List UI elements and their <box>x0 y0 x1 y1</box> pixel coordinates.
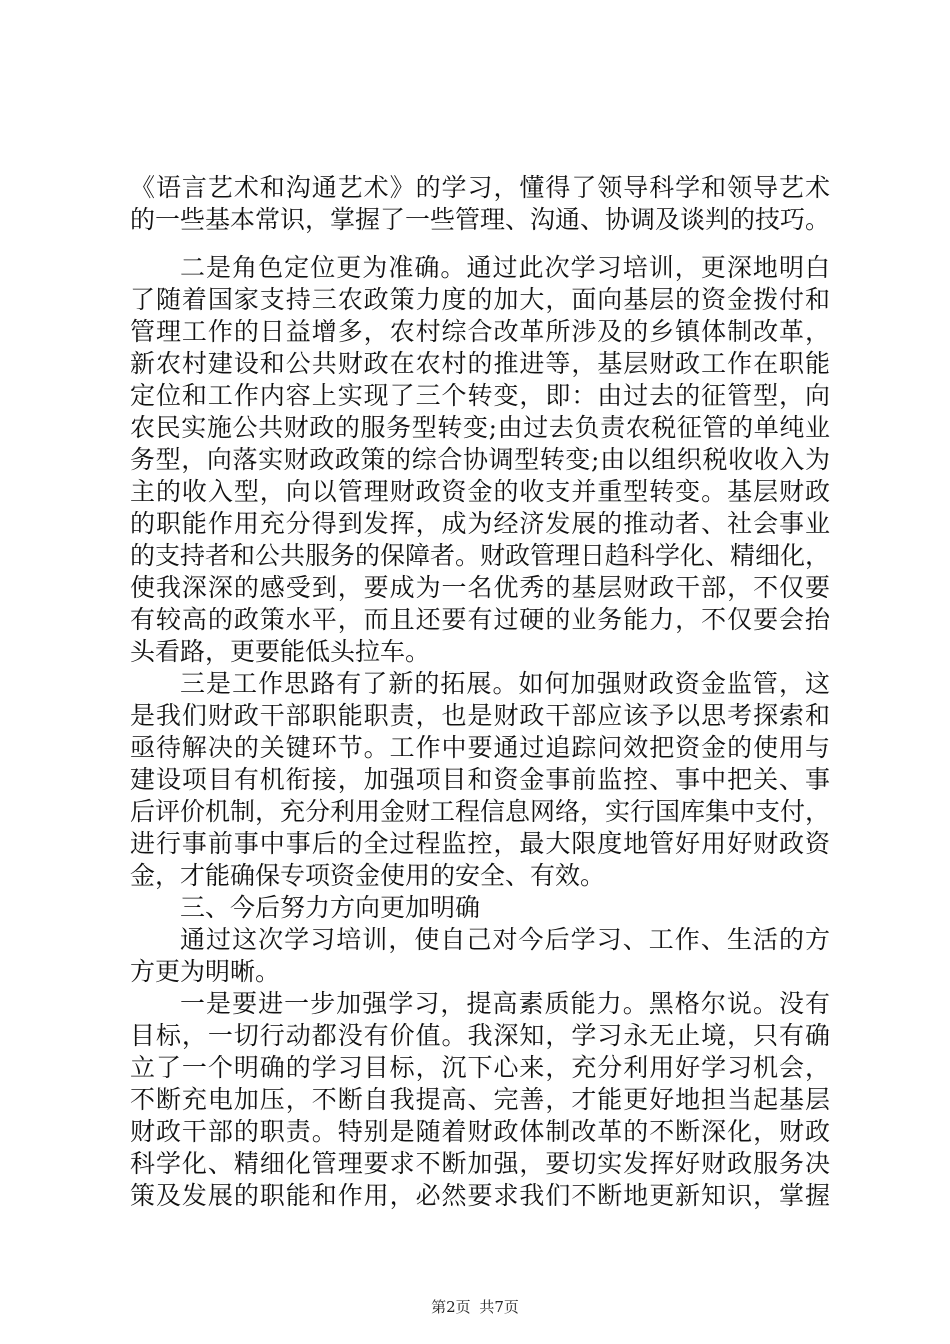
page-number: 第2页 <box>431 1298 471 1316</box>
page-total: 共7页 <box>479 1298 519 1316</box>
text-line: 主的收入型，向以管理财政资金的收支并重型转变。基层财政 <box>130 477 830 506</box>
text-line: 三是工作思路有了新的拓展。如何加强财政资金监管，这 <box>180 669 830 698</box>
text-line: 务型，向落实财政政策的综合协调型转变;由以组织税收收入为 <box>130 445 830 474</box>
text-line: 金，才能确保专项资金使用的安全、有效。 <box>130 861 606 890</box>
text-line: 不断充电加压，不断自我提高、完善，才能更好地担当起基层 <box>130 1085 830 1114</box>
text-line: 农民实施公共财政的服务型转变;由过去负责农税征管的单纯业 <box>130 413 830 442</box>
text-line: 后评价机制，充分利用金财工程信息网络，实行国库集中支付， <box>130 797 831 826</box>
text-line: 三、今后努力方向更加明确 <box>180 893 481 922</box>
text-line: 方更为明晰。 <box>130 957 281 986</box>
text-line: 建设项目有机衔接，加强项目和资金事前监控、事中把关、事 <box>130 765 830 794</box>
text-line: 了随着国家支持三农政策力度的加大，面向基层的资金拨付和 <box>130 285 830 314</box>
text-line: 是我们财政干部职能职责，也是财政干部应该予以思考探索和 <box>130 701 830 730</box>
paragraph-gap <box>130 236 830 252</box>
text-line: 定位和工作内容上实现了三个转变，即：由过去的征管型，向 <box>130 381 830 410</box>
text-line: 新农村建设和公共财政在农村的推进等，基层财政工作在职能 <box>130 349 830 378</box>
text-line: 管理工作的日益增多，农村综合改革所涉及的乡镇体制改革， <box>130 317 830 346</box>
page-footer <box>0 1296 950 1317</box>
text-line: 立了一个明确的学习目标，沉下心来，充分利用好学习机会， <box>130 1053 830 1082</box>
document-body <box>130 172 830 1212</box>
text-line: 的一些基本常识，掌握了一些管理、沟通、协调及谈判的技巧。 <box>130 205 831 234</box>
text-line: 的职能作用充分得到发挥，成为经济发展的推动者、社会事业 <box>130 509 830 538</box>
text-line: 目标，一切行动都没有价值。我深知，学习永无止境，只有确 <box>130 1021 830 1050</box>
text-line: 通过这次学习培训，使自己对今后学习、工作、生活的方 <box>180 925 830 954</box>
text-line: 进行事前事中事后的全过程监控，最大限度地管好用好财政资 <box>130 829 830 858</box>
text-line: 头看路，更要能低头拉车。 <box>130 637 431 666</box>
text-line: 使我深深的感受到，要成为一名优秀的基层财政干部，不仅要 <box>130 573 830 602</box>
text-line: 财政干部的职责。特别是随着财政体制改革的不断深化，财政 <box>130 1117 830 1146</box>
text-line: 策及发展的职能和作用，必然要求我们不断地更新知识，掌握 <box>130 1181 830 1210</box>
text-line: 一是要进一步加强学习，提高素质能力。黑格尔说。没有 <box>180 989 830 1018</box>
text-line: 亟待解决的关键环节。工作中要通过追踪问效把资金的使用与 <box>130 733 830 762</box>
text-line: 的支持者和公共服务的保障者。财政管理日趋科学化、精细化， <box>130 541 831 570</box>
text-line: 科学化、精细化管理要求不断加强，要切实发挥好财政服务决 <box>130 1149 830 1178</box>
text-line: 二是角色定位更为准确。通过此次学习培训，更深地明白 <box>180 253 830 282</box>
text-line: 《语言艺术和沟通艺术》的学习，懂得了领导科学和领导艺术 <box>130 173 830 202</box>
text-line: 有较高的政策水平，而且还要有过硬的业务能力，不仅要会抬 <box>130 605 830 634</box>
